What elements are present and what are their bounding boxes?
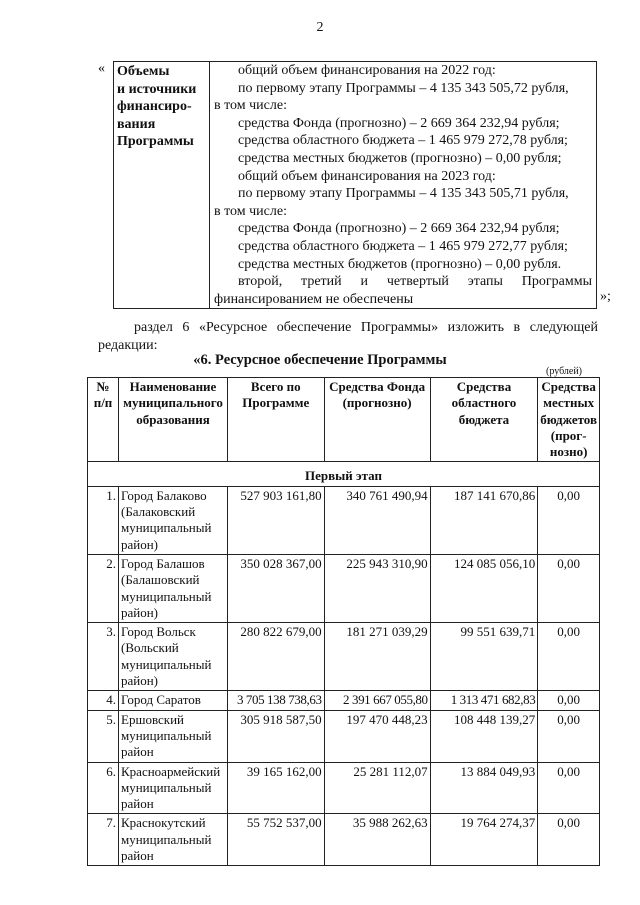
cell-num: 1. (88, 486, 119, 554)
header-total: Всего по Программе (228, 378, 325, 462)
funding-line: в том числе: (214, 203, 287, 219)
cell-regional: 108 448 139,27 (430, 710, 538, 762)
cell-num: 7. (88, 814, 119, 866)
cell-total: 280 822 679,00 (228, 623, 325, 691)
funding-line: второй, третий и четвертый этапы Программы (238, 274, 592, 290)
unit-note: (рублей) (546, 366, 583, 377)
table-row (88, 691, 600, 710)
cell-local: 0,00 (538, 691, 600, 710)
cell-regional: 124 085 056,10 (430, 554, 538, 622)
cell-name: Город Вольск (Вольский муниципальный район) (119, 623, 228, 691)
cell-num: 5. (88, 710, 119, 762)
section-intro (98, 319, 598, 355)
funding-line: средства Фонда (прогнозно) – 2 669 364 232,94 рубля; (238, 221, 560, 237)
section-title: «6. Ресурсное обеспечение Программы (193, 352, 447, 368)
funding-line: финансированием не обеспечены (214, 291, 414, 307)
cell-fund: 2 391 667 055,80 (324, 691, 430, 710)
cell-name: Город Балашов (Балашовский муниципальный район) (119, 554, 228, 622)
resource-table (87, 377, 600, 866)
cell-local: 0,00 (538, 554, 600, 622)
funding-label-line: финансиро- (117, 99, 192, 115)
funding-line: средства местных бюджетов (прогнозно) – 0,00 рубля. (238, 256, 562, 272)
cell-regional: 99 551 639,71 (430, 623, 538, 691)
cell-name: Красноармейский муниципальный район (119, 762, 228, 814)
funding-line: средства областного бюджета – 1 465 979 272,78 рубля; (238, 133, 568, 149)
opening-quote: « (98, 61, 105, 76)
stage-label: Первый этап (88, 462, 600, 486)
table-header-row (88, 378, 600, 462)
cell-fund: 225 943 310,90 (324, 554, 430, 622)
cell-local: 0,00 (538, 486, 600, 554)
cell-total: 3 705 138 738,63 (228, 691, 325, 710)
funding-line: средства Фонда (прогнозно) – 2 669 364 232,94 рубля; (238, 115, 560, 131)
funding-line: в том числе: (214, 98, 287, 114)
cell-fund: 35 988 262,63 (324, 814, 430, 866)
table-row (88, 486, 600, 554)
cell-regional: 187 141 670,86 (430, 486, 538, 554)
funding-label-line: и источники (117, 81, 197, 97)
funding-label-line: Объемы (117, 64, 170, 79)
cell-local: 0,00 (538, 814, 600, 866)
cell-local: 0,00 (538, 762, 600, 814)
table-row (88, 814, 600, 866)
cell-total: 305 918 587,50 (228, 710, 325, 762)
funding-line: по первому этапу Программы – 4 135 343 505,71 рубля, (238, 186, 569, 202)
cell-total: 55 752 537,00 (228, 814, 325, 866)
page-number: 2 (316, 20, 324, 35)
cell-local: 0,00 (538, 623, 600, 691)
funding-label-line: вания (117, 116, 156, 132)
cell-local: 0,00 (538, 710, 600, 762)
cell-fund: 197 470 448,23 (324, 710, 430, 762)
funding-sources-box (113, 61, 597, 309)
cell-name: Краснокутский муниципальный район (119, 814, 228, 866)
funding-line: средства местных бюджетов (прогнозно) – 0,00 рубля; (238, 150, 562, 166)
header-local: Средства местных бюджетов (прог- нозно) (538, 378, 600, 462)
section-intro-line: редакции: (98, 338, 158, 353)
cell-name: Ершовский муниципальный район (119, 710, 228, 762)
funding-line: общий объем финансирования на 2022 год: (238, 63, 496, 78)
cell-fund: 340 761 490,94 (324, 486, 430, 554)
cell-regional: 1 313 471 682,83 (430, 691, 538, 710)
header-fund: Средства Фонда (прогнозно) (324, 378, 430, 462)
cell-name: Город Балаково (Балаковский муниципальный район) (119, 486, 228, 554)
header-regional: Средства областного бюджета (430, 378, 538, 462)
funding-text (210, 62, 597, 309)
cell-fund: 25 281 112,07 (324, 762, 430, 814)
table-row (88, 710, 600, 762)
funding-label (114, 62, 210, 309)
cell-regional: 13 884 049,93 (430, 762, 538, 814)
table-row (88, 623, 600, 691)
stage-row (88, 462, 600, 486)
header-name: Наименование муниципального образования (119, 378, 228, 462)
table-row (88, 762, 600, 814)
closing-quote: »; (600, 289, 611, 304)
cell-num: 4. (88, 691, 119, 710)
cell-num: 2. (88, 554, 119, 622)
cell-num: 3. (88, 623, 119, 691)
table-row (88, 554, 600, 622)
cell-total: 350 028 367,00 (228, 554, 325, 622)
cell-fund: 181 271 039,29 (324, 623, 430, 691)
funding-line: средства областного бюджета – 1 465 979 272,77 рубля; (238, 238, 568, 254)
funding-line: по первому этапу Программы – 4 135 343 505,72 рубля, (238, 80, 569, 96)
header-num: № п/п (88, 378, 119, 462)
cell-num: 6. (88, 762, 119, 814)
cell-total: 39 165 162,00 (228, 762, 325, 814)
funding-label-line: Программы (117, 134, 194, 150)
section-intro-line: раздел 6 «Ресурсное обеспечение Программы» изложить в следующей (134, 320, 598, 335)
cell-total: 527 903 161,80 (228, 486, 325, 554)
funding-line: общий объем финансирования на 2023 год: (238, 168, 496, 184)
cell-name: Город Саратов (119, 691, 228, 710)
cell-regional: 19 764 274,37 (430, 814, 538, 866)
